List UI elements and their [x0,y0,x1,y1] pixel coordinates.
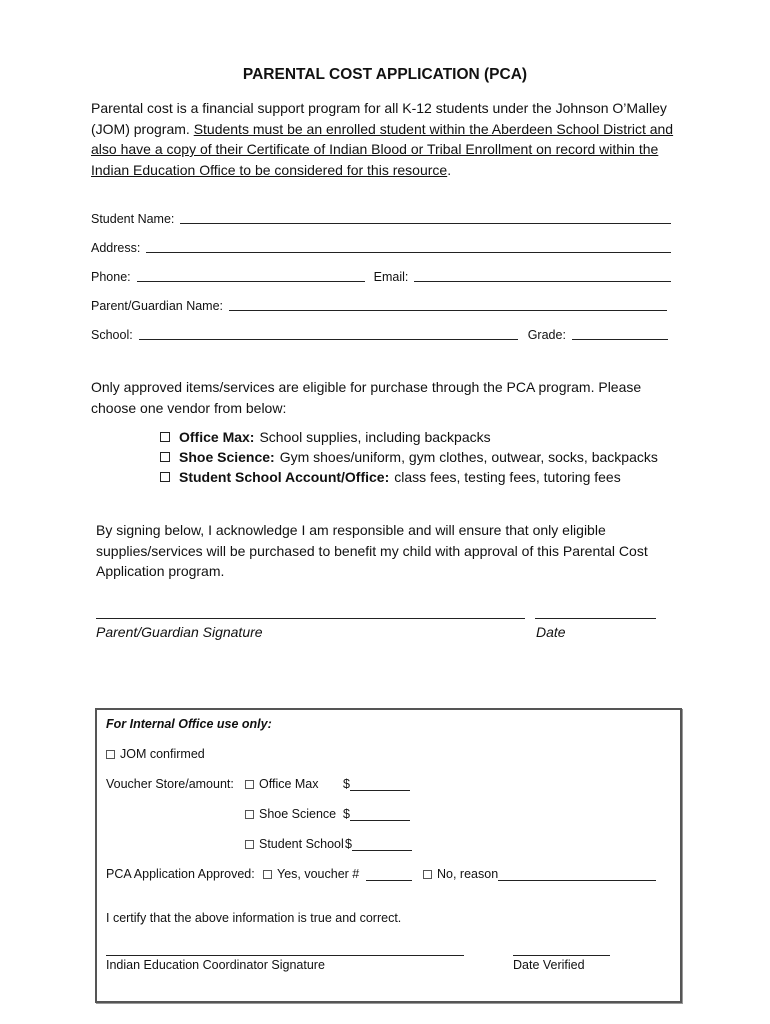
approved-no-checkbox[interactable] [423,870,432,879]
approved-no-label: No, reason [437,867,499,881]
vendor-option-shoe-science[interactable] [160,449,658,465]
vendor-description: School supplies, including backpacks [259,429,491,445]
vendor-name: Office Max: [179,429,255,445]
approved-yes-label: Yes, voucher # [277,867,360,881]
vendor-description: class fees, testing fees, tutoring fees [394,469,621,485]
vendor-checkbox[interactable] [160,452,170,462]
store-shoe-science-row[interactable] [245,807,336,821]
phone-label: Phone: [91,270,131,284]
no-reason-line[interactable] [498,868,656,881]
grade-label: Grade: [527,328,566,342]
amount-shoe-science[interactable] [343,807,410,821]
guardian-name-label: Parent/Guardian Name: [91,299,224,313]
vendor-name: Shoe Science: [179,449,275,465]
store-office-max-row[interactable] [245,777,319,791]
vendor-option-student-school[interactable] [160,469,621,485]
intro-paragraph [91,98,681,180]
email-field[interactable] [414,280,671,282]
voucher-store-label: Voucher Store/amount: [106,777,234,791]
vendor-option-office-max[interactable] [160,429,491,445]
school-field[interactable] [139,338,518,340]
school-label: School: [91,328,133,342]
vendor-checkbox[interactable] [160,472,170,482]
acknowledgement-paragraph: By signing below, I acknowledge I am responsible and will ensure that only eligible supplies/services will be purchased to benefit my child with approval of this Parental Cost Application program. [96,522,648,579]
date-verified-line[interactable] [513,955,610,956]
approved-no-row[interactable] [423,867,656,881]
guardian-name-field[interactable] [229,309,667,311]
dollar-sign: $ [343,807,350,821]
amount-line[interactable] [350,808,410,821]
date-verified-label: Date Verified [513,958,585,972]
voucher-number-line[interactable] [366,868,412,881]
dollar-sign: $ [345,837,352,851]
form-title: PARENTAL COST APPLICATION (PCA) [242,66,528,83]
store-name: Student School [259,837,344,851]
coordinator-signature-label: Indian Education Coordinator Signature [106,958,325,972]
jom-checkbox[interactable] [106,750,115,759]
signature-date-line[interactable] [535,618,656,619]
phone-email-row [91,270,671,284]
guardian-signature-label: Parent/Guardian Signature [96,624,263,640]
store-name: Office Max [259,777,319,791]
dollar-sign: $ [343,777,350,791]
school-grade-row [91,328,668,342]
address-field[interactable] [146,251,671,253]
store-name: Shoe Science [259,807,337,821]
address-label: Address: [91,241,141,255]
approved-yes-row[interactable] [263,867,412,881]
pca-approved-label: PCA Application Approved: [106,867,255,881]
vendor-description: Gym shoes/uniform, gym clothes, outwear, socks, backpacks [279,449,658,465]
office-use-heading: For Internal Office use only: [106,717,272,731]
amount-line[interactable] [350,778,410,791]
approved-yes-checkbox[interactable] [263,870,272,879]
eligibility-paragraph: Only approved items/services are eligible for purchase through the PCA program. Please choose one vendor from below: [91,379,642,416]
store-checkbox[interactable] [245,780,254,789]
student-name-label: Student Name: [91,212,175,226]
grade-field[interactable] [572,338,668,340]
phone-field[interactable] [137,280,365,282]
jom-confirmed-row[interactable] [106,747,205,761]
jom-confirmed-label: JOM confirmed [120,747,205,761]
student-name-row [91,212,671,226]
address-row [91,241,671,255]
store-checkbox[interactable] [245,810,254,819]
vendor-checkbox[interactable] [160,432,170,442]
email-label: Email: [373,270,409,284]
vendor-name: Student School Account/Office: [179,469,390,485]
guardian-signature-line[interactable] [96,618,525,619]
intro-requirement-text: Students must be an enrolled student within the Aberdeen School District and also have a copy of their Certificate of Indian Blood or Tribal Enrollment on record within the Indian Education Office to be considered for this resource [91,120,674,178]
amount-line[interactable] [352,838,412,851]
store-student-school-row[interactable] [245,837,344,851]
amount-student-school[interactable] [345,837,412,851]
student-name-field[interactable] [180,222,671,224]
intro-period: . [447,161,452,178]
coordinator-signature-line[interactable] [106,955,464,956]
intro-text: Parental cost is a financial support program for all K-12 students under the Johnson O’Malley (JOM) program. [91,100,667,137]
amount-office-max[interactable] [343,777,410,791]
signature-date-label: Date [536,624,566,640]
guardian-name-row [91,299,667,313]
certify-statement: I certify that the above information is true and correct. [106,911,402,925]
store-checkbox[interactable] [245,840,254,849]
